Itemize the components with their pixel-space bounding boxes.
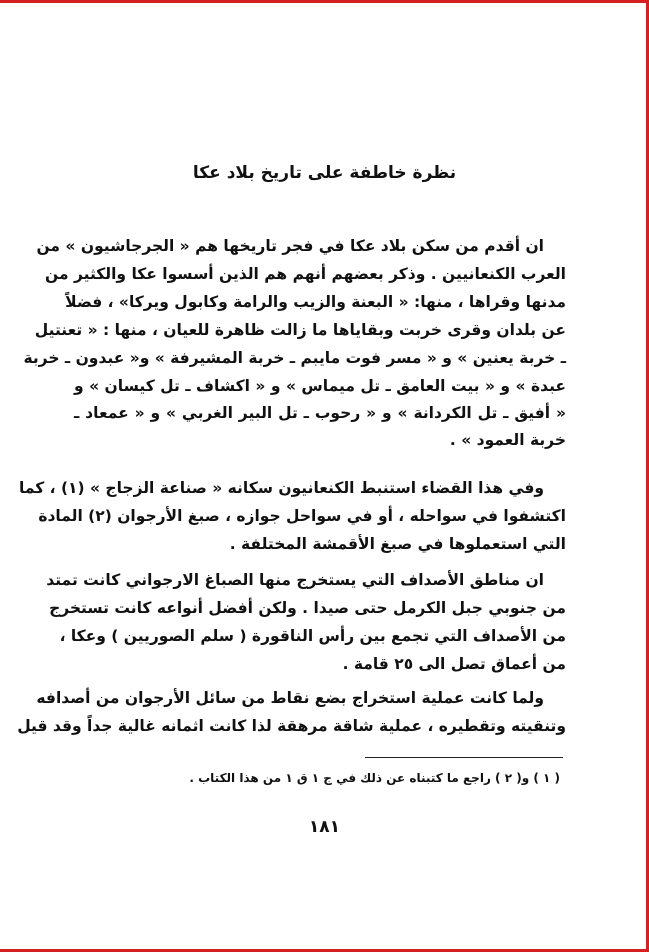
text-line: ـ خربة يعنين » و « مسر فوت مايبم ـ خربة المشيرفة » و« عبدون ـ خربة	[23, 349, 566, 367]
text-line: اكتشفوا في سواحله ، أو في سواحل جوازه ، صبغ الأرجوان (٢) المادة	[38, 507, 566, 525]
footnote: ( ١ ) و( ٢ ) راجع ما كتبناه عن ذلك في ج ١ ق ١ من هذا الكتاب .	[189, 771, 560, 785]
text-line: ان أقدم من سكن بلاد عكا في فجر تاريخها هم « الجرجاشيون » من	[36, 237, 544, 255]
text-line: خربة العمود » .	[449, 431, 566, 449]
text-line: التي استعملوها في صبغ الأقمشة المختلفة .	[229, 535, 566, 553]
page-number: ١٨١	[308, 817, 341, 837]
text-line: ولما كانت عملية استخراج بضع نقاط من سائل الأرجوان من أصدافه	[36, 689, 544, 707]
text-line: « أفيق ـ تل الكردانة » و « رحوب ـ تل البير الغربي » و « عمعاد ـ	[74, 404, 566, 422]
text-line: من جنوبي جبل الكرمل حتى صيدا . ولكن أفضل أنواعه كانت تستخرج	[49, 599, 566, 617]
footnote-divider	[365, 757, 563, 758]
text-line: عن بلدان وقرى خربت وبقاياها ما زالت ظاهرة للعيان ، منها : « تعنتيل	[34, 321, 566, 339]
text-line: من الأصداف التي تجمع بين رأس الناقورة ( سلم الصوريين ) وعكا ،	[59, 627, 566, 645]
text-line: من أعماق تصل الى ٢٥ قامة .	[342, 655, 566, 673]
text-line: العرب الكنعانيين . وذكر بعضهم أنهم هم الذين أسسوا عكا والكثير من	[45, 265, 566, 283]
text-line: وتنقيته وتقطيره ، عملية شاقة مرهقة لذا كانت اثمانه غالية جداً وقد قيل	[17, 717, 566, 735]
text-line: عبدة » و « بيت العامق ـ تل ميماس » و « اكشاف ـ تل كيسان » و	[74, 377, 566, 395]
text-line: وفي هذا القضاء استنبط الكنعانيون سكانه « صناعة الزجاج » (١) ، كما	[19, 479, 544, 497]
chapter-title: نظرة خاطفة على تاريخ بلاد عكا	[192, 163, 457, 183]
text-line: ان مناطق الأصداف التي يستخرج منها الصباغ الارجواني كانت تمتد	[46, 571, 544, 589]
text-line: مدنها وقراها ، منها: « البعنة والزيب والرامة وكابول ويركا» ، فضلاً	[65, 293, 566, 311]
